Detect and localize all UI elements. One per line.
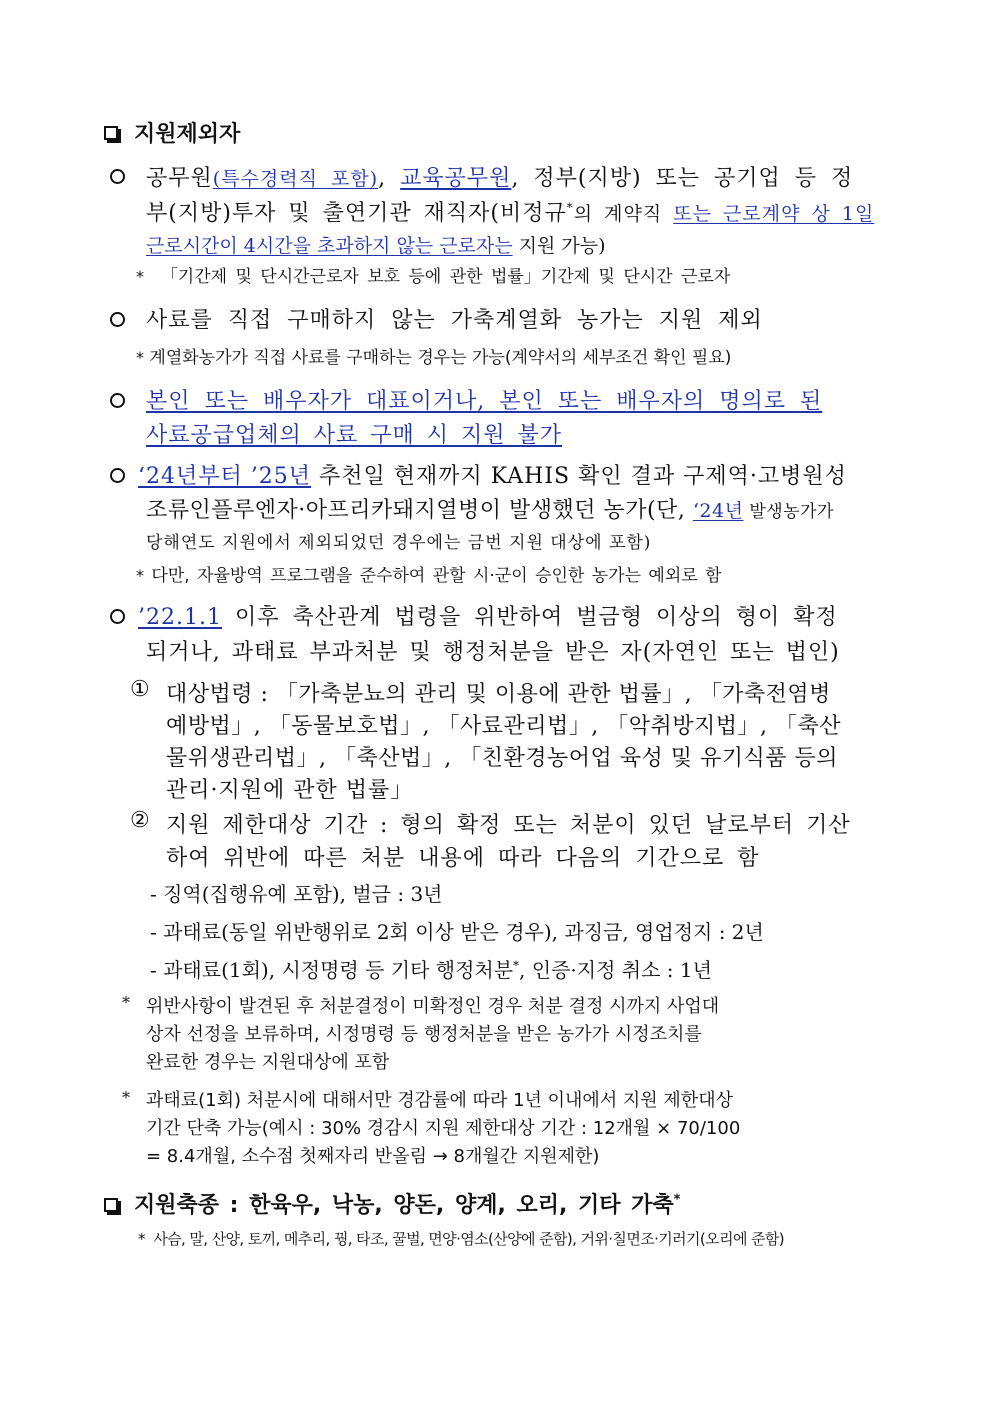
item4-line3: 당해연도 지원에서 제외되었던 경우에는 금번 지원 대상에 포함) <box>146 533 652 553</box>
numbered-marker-2: ② <box>130 808 150 833</box>
numbered-marker-1: ① <box>130 677 150 702</box>
section-heading: 지원제외자 <box>134 122 241 147</box>
star-note-1-line1: 위반사항이 발견된 후 처분결정이 미확정인 경우 처분 결정 시까지 사업대 <box>146 996 720 1017</box>
item4-note: * 다만, 자율방역 프로그램을 준수하여 관할 시·군이 승인한 농가는 예외로 함 <box>136 566 722 586</box>
circle-bullet-icon <box>110 609 125 624</box>
dash-item-2: - 과태료(동일 위반행위로 2회 이상 받은 경우), 과징금, 영업정지 : 2년 <box>150 920 764 944</box>
item5-line1: ’22.1.1 이후 축산관계 법령을 위반하여 벌금형 이상의 형이 확정 <box>138 605 838 630</box>
item1-note: * 「기간제 및 단시간근로자 보호 등에 관한 법률」기간제 및 단시간 근로자 <box>136 267 731 287</box>
dash-item-3: - 과태료(1회), 시정명령 등 기타 행정처분*, 인증·지정 취소 : 1년 <box>150 958 712 982</box>
sub2-line1: 지원 제한대상 기간 : 형의 확정 또는 처분이 있던 날로부터 기산 <box>166 813 851 838</box>
star-note-2-line1: 과태료(1회) 처분시에 대해서만 경감률에 따라 1년 이내에서 지원 제한대상 <box>146 1090 733 1111</box>
circle-bullet-icon <box>110 169 125 184</box>
item4-line2: 조류인플루엔자·아프리카돼지열병이 발생했던 농가(단, ‘24년 발생농가가 <box>146 498 834 523</box>
livestock-note: * 사슴, 말, 산양, 토끼, 메추리, 꿩, 타조, 꿀벌, 면양·염소(산양에 준함), 거위·칠면조·기러기(오리에 준함) <box>138 1230 785 1248</box>
item4-line1: ‘24년부터 ’25년 추천일 현재까지 KAHIS 확인 결과 구제역·고병원성 <box>138 464 847 489</box>
item5-line2: 되거나, 과태료 부과처분 및 행정처분을 받은 자(자연인 또는 법인) <box>146 640 840 665</box>
circle-bullet-icon <box>110 393 125 408</box>
sub1-line4: 관리·지원에 관한 법률」 <box>166 778 414 803</box>
dash-item-1: - 징역(집행유예 포함), 벌금 : 3년 <box>150 882 443 906</box>
sub2-line2: 하여 위반에 따른 처분 내용에 따라 다음의 기간으로 함 <box>166 846 760 871</box>
circle-bullet-icon <box>110 468 125 483</box>
section-bullet-icon <box>104 126 118 140</box>
item3-line1: 본인 또는 배우자가 대표이거나, 본인 또는 배우자의 명의로 된 <box>146 389 823 414</box>
section-heading-livestock: 지원축종 : 한육우, 낙농, 양돈, 양계, 오리, 기타 가축* <box>134 1192 681 1218</box>
sub1-line2: 예방법」, 「동물보호법」, 「사료관리법」, 「악취방지법」, 「축산 <box>166 714 841 739</box>
star-note-2-line2: 기간 단축 가능(예시 : 30% 경감시 지원 제한대상 기간 : 12개월 × 70/100 <box>146 1118 741 1139</box>
item2-line1: 사료를 직접 구매하지 않는 가축계열화 농가는 지원 제외 <box>146 308 763 333</box>
item3-line2: 사료공급업체의 사료 구매 시 지원 불가 <box>146 423 562 448</box>
star-mark: * <box>122 993 130 1012</box>
star-note-1-line3: 완료한 경우는 지원대상에 포함 <box>146 1052 390 1073</box>
star-note-1-line2: 상자 선정을 보류하며, 시정명령 등 행정처분을 받은 농가가 시정조치를 <box>146 1024 702 1045</box>
item1-line2: 부(지방)투자 및 출연기관 재직자(비정규*의 계약직 또는 근로계약 상 1일 <box>146 200 875 226</box>
star-mark: * <box>122 1088 130 1107</box>
item2-note: * 계열화농가가 직접 사료를 구매하는 경우는 가능(계약서의 세부조건 확인 필요) <box>136 348 732 368</box>
circle-bullet-icon <box>110 312 125 327</box>
item1-line1: 공무원(특수경력직 포함), 교육공무원, 정부(지방) 또는 공기업 등 정 <box>146 166 854 191</box>
star-note-2-line3: = 8.4개월, 소수점 첫째자리 반올림 → 8개월간 지원제한) <box>146 1146 600 1167</box>
sub1-line3: 물위생관리법」, 「축산법」, 「친환경농어업 육성 및 유기식품 등의 <box>166 746 838 771</box>
section-bullet-icon <box>104 1198 118 1212</box>
item1-line3: 근로시간이 4시간을 초과하지 않는 근로자는 지원 가능) <box>146 235 606 257</box>
sub1-line1: 대상법령 : 「가축분뇨의 관리 및 이용에 관한 법률」, 「가축전염병 <box>166 682 831 707</box>
